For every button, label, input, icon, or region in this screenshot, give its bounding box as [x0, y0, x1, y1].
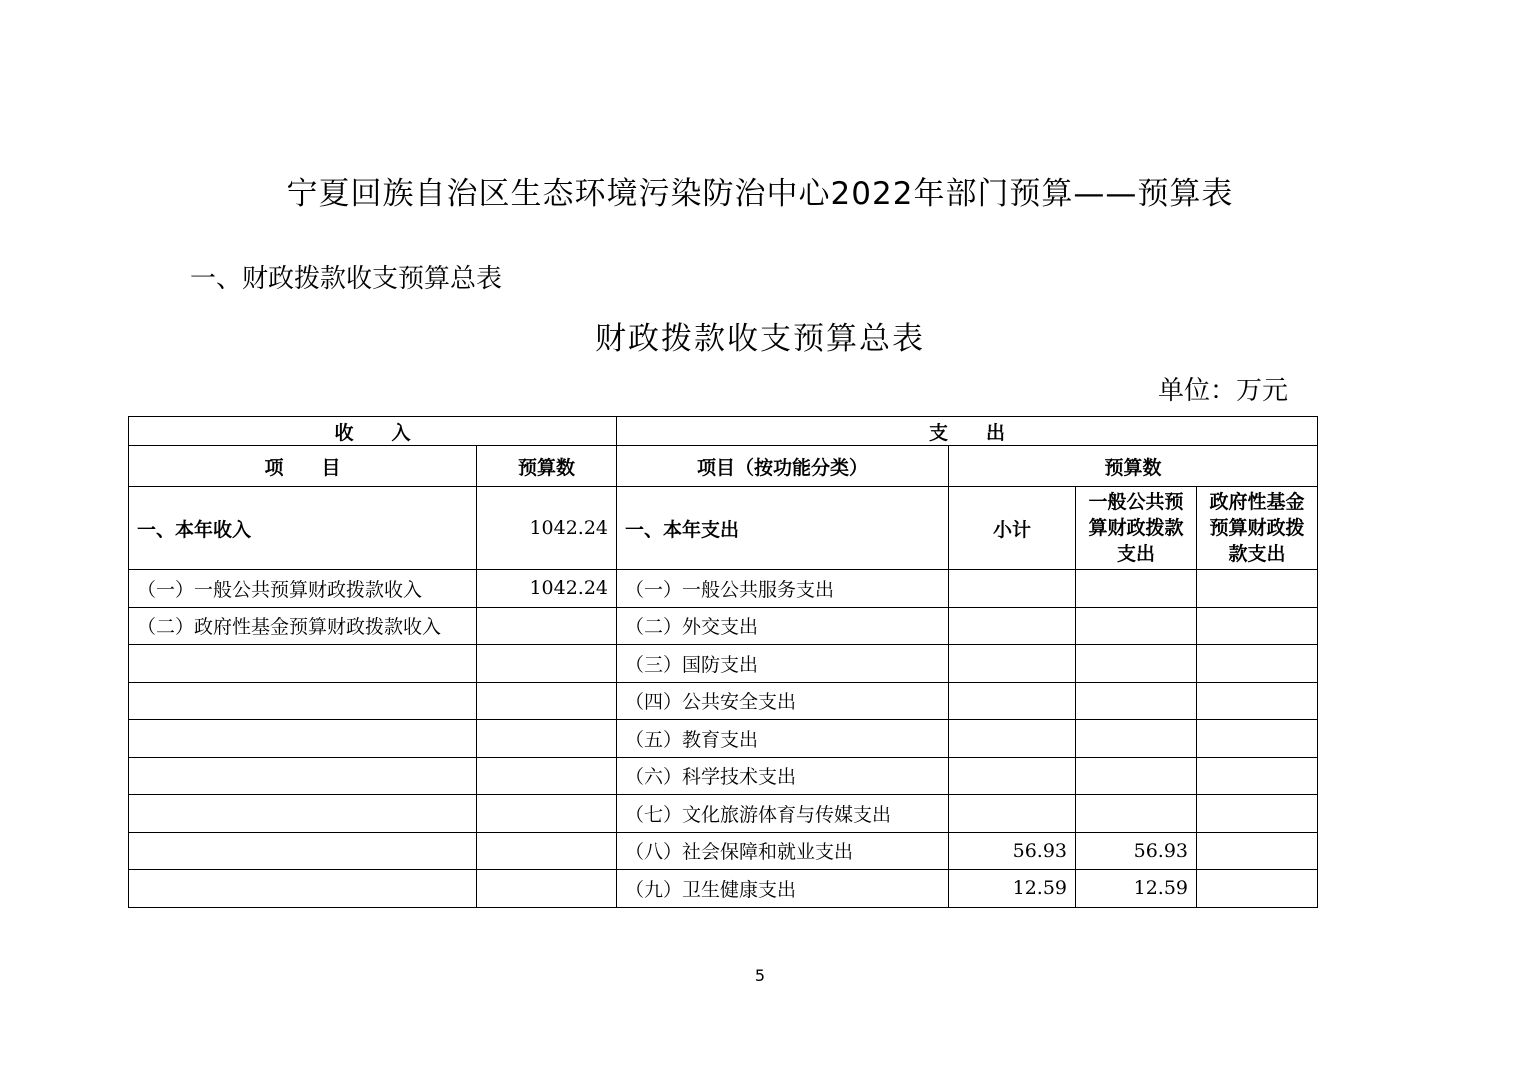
- expense-item-cell: （二）外交支出: [617, 607, 949, 645]
- income-item-cell: [129, 795, 477, 833]
- income-item-cell: [129, 832, 477, 870]
- budget-summary-table: [128, 416, 1318, 908]
- general-public-cell: [1076, 682, 1197, 720]
- expense-item-cell: （六）科学技术支出: [617, 757, 949, 795]
- income-item-cell: [129, 720, 477, 758]
- gov-fund-cell: [1197, 720, 1318, 758]
- income-amount-cell: 1042.24: [477, 487, 617, 570]
- table-row-annual-total: [129, 487, 1318, 570]
- income-amount-cell: [477, 757, 617, 795]
- column-header-income-amount: 预算数: [477, 446, 617, 487]
- income-header: 收 入: [129, 417, 617, 446]
- subtotal-cell: [949, 682, 1076, 720]
- table-row: [129, 570, 1318, 608]
- income-item-cell: （一）一般公共预算财政拨款收入: [129, 570, 477, 608]
- income-amount-cell: [477, 795, 617, 833]
- subtotal-cell: [949, 570, 1076, 608]
- document-title: 宁夏回族自治区生态环境污染防治中心2022年部门预算——预算表: [286, 176, 1234, 212]
- section-heading: 一、财政拨款收支预算总表: [190, 264, 503, 294]
- income-amount-cell: [477, 720, 617, 758]
- column-header-expense-amount: 预算数: [949, 446, 1318, 487]
- table-row: [129, 645, 1318, 683]
- general-public-cell: [1076, 570, 1197, 608]
- expense-item-cell: （九）卫生健康支出: [617, 870, 949, 908]
- subtotal-cell: [949, 795, 1076, 833]
- page-number: 5: [754, 966, 766, 985]
- general-public-cell: 56.93: [1076, 832, 1197, 870]
- general-public-cell: [1076, 757, 1197, 795]
- gov-fund-cell: [1197, 645, 1318, 683]
- income-item-cell: 一、本年收入: [129, 487, 477, 570]
- gov-fund-cell: [1197, 757, 1318, 795]
- column-header-general-public: 一般公共预算财政拨款支出: [1076, 487, 1197, 570]
- income-item-cell: [129, 757, 477, 795]
- general-public-cell: [1076, 720, 1197, 758]
- expense-item-cell: （四）公共安全支出: [617, 682, 949, 720]
- subtotal-cell: [949, 645, 1076, 683]
- table-row: [129, 682, 1318, 720]
- subtotal-cell: [949, 607, 1076, 645]
- expense-item-cell: （三）国防支出: [617, 645, 949, 683]
- gov-fund-cell: [1197, 795, 1318, 833]
- general-public-cell: 12.59: [1076, 870, 1197, 908]
- gov-fund-cell: [1197, 870, 1318, 908]
- income-amount-cell: 1042.24: [477, 570, 617, 608]
- table-row: [129, 795, 1318, 833]
- table-row: [129, 870, 1318, 908]
- income-amount-cell: [477, 832, 617, 870]
- income-item-cell: [129, 645, 477, 683]
- general-public-cell: [1076, 795, 1197, 833]
- table-row: [129, 607, 1318, 645]
- expense-header: 支 出: [617, 417, 1318, 446]
- expense-item-cell: （五）教育支出: [617, 720, 949, 758]
- column-header-gov-fund: 政府性基金预算财政拨款支出: [1197, 487, 1318, 570]
- gov-fund-cell: [1197, 682, 1318, 720]
- expense-item-cell: （八）社会保障和就业支出: [617, 832, 949, 870]
- column-header-subtotal: 小计: [949, 487, 1076, 570]
- subtotal-cell: 56.93: [949, 832, 1076, 870]
- general-public-cell: [1076, 645, 1197, 683]
- table-row: [129, 720, 1318, 758]
- general-public-cell: [1076, 607, 1197, 645]
- table-row: [129, 757, 1318, 795]
- subtotal-cell: 12.59: [949, 870, 1076, 908]
- expense-item-cell: 一、本年支出: [617, 487, 949, 570]
- table-header-row-top: [129, 417, 1318, 446]
- income-amount-cell: [477, 870, 617, 908]
- table-body: [129, 570, 1318, 908]
- expense-item-cell: （七）文化旅游体育与传媒支出: [617, 795, 949, 833]
- income-item-cell: （二）政府性基金预算财政拨款收入: [129, 607, 477, 645]
- income-item-cell: [129, 870, 477, 908]
- column-header-function-item: 项目（按功能分类）: [617, 446, 949, 487]
- column-header-item: 项 目: [129, 446, 477, 487]
- income-amount-cell: [477, 645, 617, 683]
- income-amount-cell: [477, 682, 617, 720]
- gov-fund-cell: [1197, 832, 1318, 870]
- unit-label: 单位：万元: [1158, 376, 1289, 406]
- subtotal-cell: [949, 720, 1076, 758]
- gov-fund-cell: [1197, 570, 1318, 608]
- income-amount-cell: [477, 607, 617, 645]
- gov-fund-cell: [1197, 607, 1318, 645]
- table-title: 财政拨款收支预算总表: [595, 321, 925, 357]
- table-header-row-columns: [129, 446, 1318, 487]
- subtotal-cell: [949, 757, 1076, 795]
- table-row: [129, 832, 1318, 870]
- income-item-cell: [129, 682, 477, 720]
- expense-item-cell: （一）一般公共服务支出: [617, 570, 949, 608]
